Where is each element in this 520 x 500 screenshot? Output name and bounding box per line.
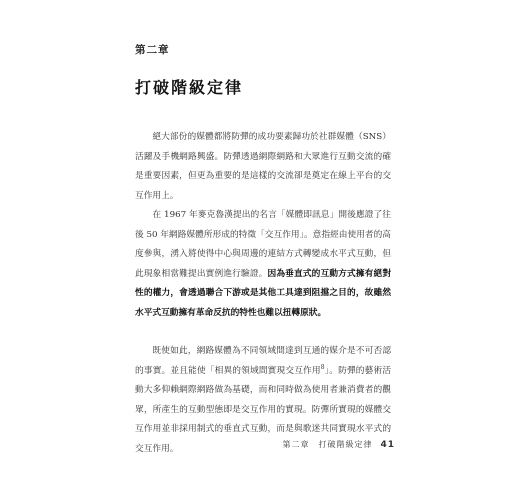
page-footer [282, 439, 395, 450]
paragraph-3-text-a: 既使如此，網路媒體為不同領域間達到互通的媒介是不可否認的事實。並且能使「相異的領域間實現交互作用 [135, 346, 391, 376]
paragraph-2 [135, 206, 391, 323]
paragraph-2-text: 在 1967 年麥克魯漢提出的名言「媒體即訊息」開後應證了往後 50 年網路媒體所形成的特徵「交互作用」。意指經由使用者的高度參與，湧入將使得中心與周邊的連結方式轉變成水平式互動，但此現象相當難提出實例進行驗證。 [135, 210, 391, 279]
paragraph-3-text-b: 」。防彈的藝術活動大多仰賴網際網路做為基礎，而和同時做為使用者兼消費者的觀眾，所產生的互動型態即是交互作用的實現。防彈所實現的媒體交互作用並非採用制式的垂直式互動，而是與歌迷共同實現水平式的交互作用。 [135, 365, 392, 454]
page-title: 打破階級定律 [135, 78, 244, 97]
body-text [135, 128, 391, 459]
running-head: 第二章 打破階級定律 [282, 440, 373, 449]
paragraph-1: 絕大部份的媒體都將防彈的成功要素歸功於社群媒體（SNS）活躍及手機網路興盛。防彈透過網際網路和大眾進行互動交流的確是重要因素，但更為重要的是這樣的交流卻是奠定在線上平台的交互作用上。 [135, 132, 391, 201]
paragraph-2-emphasis: 因為垂直式的互動方式擁有絕對性的權力，會透過聯合下游或是其他工具達到阻擋之目的，故雖然水平式互動擁有革命反抗的特性也難以扭轉原狀。 [135, 268, 392, 318]
footnote-marker: 8 [320, 363, 325, 371]
page-number: 41 [380, 440, 395, 450]
chapter-label: 第二章 [135, 44, 170, 56]
